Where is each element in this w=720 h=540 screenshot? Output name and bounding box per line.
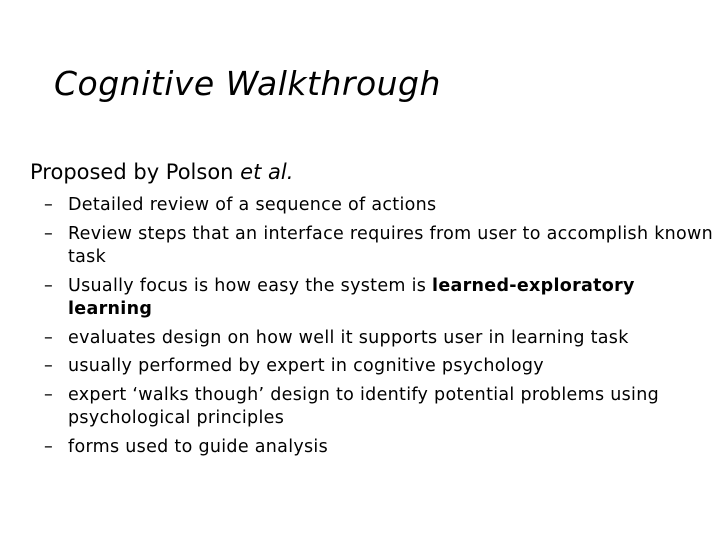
bullet-item [44,194,716,218]
bullet-text: expert ‘walks though’ design to identify potential problems using psychological principles [68,384,660,428]
bullet-item [44,327,716,351]
bullet-item [44,384,716,431]
bullet-marker: – [44,327,54,348]
bullet-marker: – [44,195,54,215]
bullet-marker: – [44,384,54,405]
bullet-list [44,194,716,464]
intro-line [30,160,293,184]
bullet-item [44,275,716,322]
bullet-marker: – [44,275,54,296]
bullet-marker: – [44,223,54,244]
bullet-text: evaluates design on how well it supports user in learning task [68,327,629,348]
bullet-bold-text: learned-exploratory learning [68,275,635,319]
bullet-text: Detailed review of a sequence of actions [68,195,437,215]
bullet-item [44,436,716,460]
bullet-text: usually performed by expert in cognitive psychology [68,356,544,376]
slide-title: Cognitive Walkthrough [54,64,441,103]
bullet-item [44,223,716,270]
bullet-item [44,355,716,379]
bullet-marker: – [44,356,54,376]
bullet-text: forms used to guide analysis [68,436,329,457]
bullet-text: Review steps that an interface requires from user to accomplish known task [68,223,714,267]
intro-text: Proposed by Polson [30,160,241,184]
bullet-text: Usually focus is how easy the system is [68,275,433,296]
intro-emphasis: et al. [240,160,294,184]
bullet-marker: – [44,436,54,457]
